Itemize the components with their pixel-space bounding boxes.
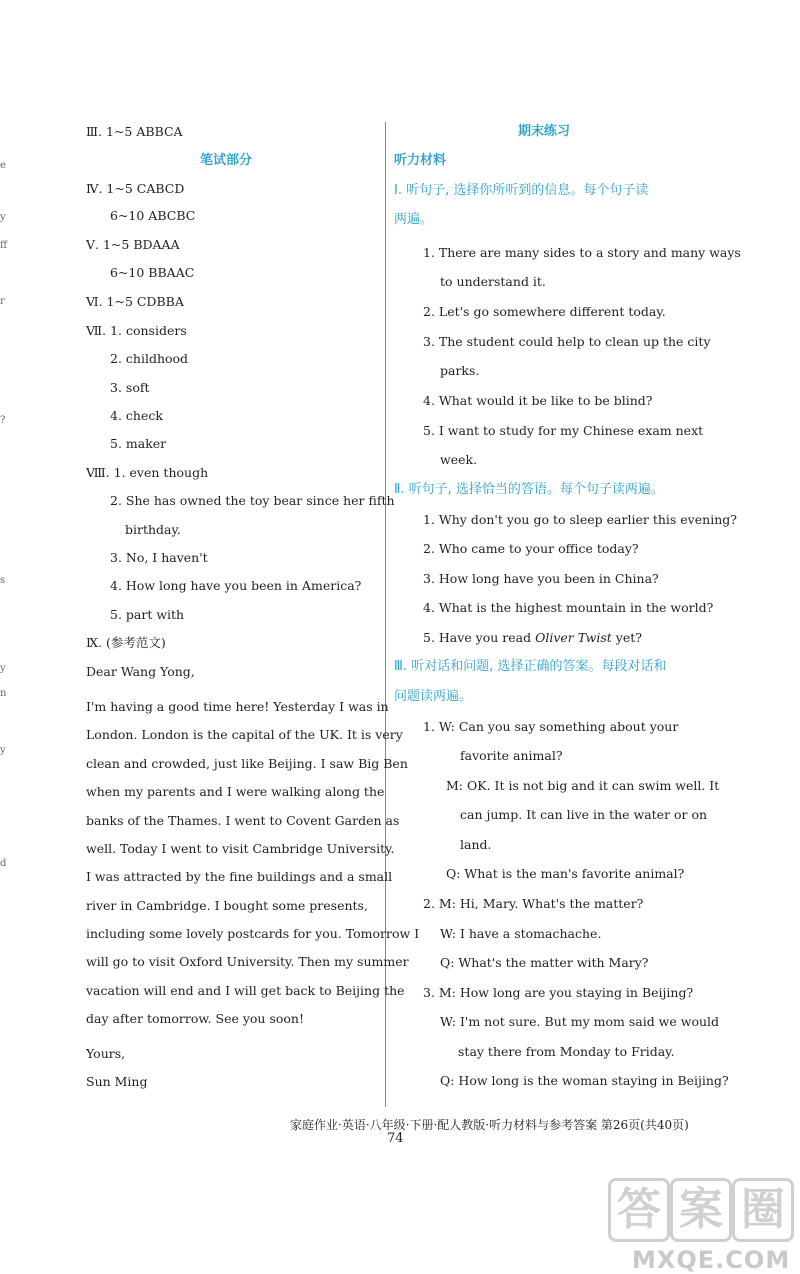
watermark-logo: [608, 1172, 794, 1272]
right-line: 两遍。: [394, 212, 434, 227]
right-line: Ⅲ. 听对话和问题, 选择正确的答案。每段对话和: [394, 659, 667, 674]
margin-mark: d: [0, 858, 7, 869]
right-line: 5. Have you read Oliver Twist yet?: [423, 630, 642, 645]
right-line: parks.: [440, 363, 480, 378]
right-line: to understand it.: [440, 274, 546, 289]
left-line: 5. part with: [110, 607, 185, 622]
right-line: 1. Why don't you go to sleep earlier this evening?: [423, 512, 737, 527]
right-line: favorite animal?: [460, 748, 563, 763]
watermark-char-2: 案: [670, 1178, 732, 1242]
margin-mark: ?: [0, 415, 6, 426]
left-line: 3. No, I haven't: [110, 550, 208, 565]
right-line: 问题读两遍。: [394, 689, 473, 704]
left-line: will go to visit Oxford University. Then my summer: [86, 954, 409, 969]
watermark-char-1: 答: [608, 1178, 670, 1242]
right-line: Ⅰ. 听句子, 选择你所听到的信息。每个句子读: [394, 183, 649, 198]
left-line: vacation will end and I will get back to Beijing the: [86, 983, 405, 998]
left-line: 2. childhood: [110, 351, 189, 366]
page-number: 74: [387, 1131, 404, 1146]
left-line: birthday.: [125, 522, 181, 537]
right-line: 4. What would it be like to be blind?: [423, 393, 653, 408]
right-line: 3. M: How long are you staying in Beijing?: [423, 985, 694, 1000]
left-line: 6~10 ABCBC: [110, 208, 196, 223]
left-line: Ⅳ. 1~5 CABCD: [86, 181, 185, 196]
left-line: Ⅸ. (参考范文): [86, 635, 166, 650]
left-line: Ⅴ. 1~5 BDAAA: [86, 237, 180, 252]
right-line: week.: [440, 452, 478, 467]
left-line: I was attracted by the fine buildings and a small: [86, 869, 393, 884]
right-line: Q: How long is the woman staying in Beijing?: [440, 1073, 729, 1088]
right-line: 2. Who came to your office today?: [423, 541, 639, 556]
right-line: 期末练习: [518, 124, 571, 139]
margin-mark: y: [0, 663, 6, 674]
footer-text: 家庭作业·英语·八年级·下册·配人教版·听力材料与参考答案 第26页(共40页): [290, 1118, 689, 1132]
watermark-char-3: 圈: [732, 1178, 794, 1242]
left-line: 6~10 BBAAC: [110, 265, 195, 280]
left-line: day after tomorrow. See you soon!: [86, 1011, 304, 1026]
left-line: 笔试部分: [200, 153, 253, 168]
left-line: when my parents and I were walking along the: [86, 784, 385, 799]
margin-mark: e: [0, 160, 6, 171]
right-line: can jump. It can live in the water or on: [460, 807, 708, 822]
left-line: banks of the Thames. I went to Covent Garden as: [86, 813, 400, 828]
left-line: 2. She has owned the toy bear since her fifth: [110, 493, 395, 508]
right-line: 听力材料: [394, 153, 447, 168]
left-line: Sun Ming: [86, 1074, 148, 1089]
right-line: 5. I want to study for my Chinese exam next: [423, 423, 704, 438]
left-line: 4. How long have you been in America?: [110, 578, 362, 593]
margin-mark: y: [0, 212, 6, 223]
right-line: W: I'm not sure. But my mom said we would: [440, 1014, 720, 1029]
right-line: 3. How long have you been in China?: [423, 571, 659, 586]
left-line: including some lovely postcards for you. Tomorrow I: [86, 926, 420, 941]
left-line: well. Today I went to visit Cambridge University.: [86, 841, 395, 856]
left-line: clean and crowded, just like Beijing. I saw Big Ben: [86, 756, 408, 771]
left-line: Ⅵ. 1~5 CDBBA: [86, 294, 184, 309]
margin-mark: n: [0, 688, 7, 699]
left-line: Ⅲ. 1~5 ABBCA: [86, 124, 183, 139]
left-line: 4. check: [110, 408, 163, 423]
margin-mark: y: [0, 745, 6, 756]
right-line: 3. The student could help to clean up the city: [423, 334, 711, 349]
left-line: Ⅷ. 1. even though: [86, 465, 209, 480]
right-line: Q: What is the man's favorite animal?: [446, 866, 685, 881]
right-line: 1. W: Can you say something about your: [423, 719, 679, 734]
right-line: land.: [460, 837, 492, 852]
right-line: Ⅱ. 听句子, 选择恰当的答语。每个句子读两遍。: [394, 482, 664, 497]
left-line: Ⅶ. 1. considers: [86, 323, 187, 338]
margin-mark: ff: [0, 240, 8, 251]
left-line: London. London is the capital of the UK. It is very: [86, 727, 403, 742]
left-line: 5. maker: [110, 436, 167, 451]
right-line: 4. What is the highest mountain in the world?: [423, 600, 714, 615]
left-line: Yours,: [86, 1046, 126, 1061]
left-line: river in Cambridge. I bought some presents,: [86, 898, 368, 913]
margin-mark: s: [0, 575, 6, 586]
left-line: 3. soft: [110, 380, 150, 395]
right-line: stay there from Monday to Friday.: [458, 1044, 675, 1059]
left-line: Dear Wang Yong,: [86, 664, 195, 679]
right-line: M: OK. It is not big and it can swim well. It: [446, 778, 720, 793]
right-line: 2. Let's go somewhere different today.: [423, 304, 666, 319]
watermark-url: MXQE.COM: [632, 1246, 791, 1274]
right-line: 2. M: Hi, Mary. What's the matter?: [423, 896, 644, 911]
right-line: Q: What's the matter with Mary?: [440, 955, 649, 970]
right-line: W: I have a stomachache.: [440, 926, 602, 941]
right-line: 1. There are many sides to a story and many ways: [423, 245, 741, 260]
margin-mark: r: [0, 296, 5, 307]
left-line: I'm having a good time here! Yesterday I was in: [86, 699, 389, 714]
